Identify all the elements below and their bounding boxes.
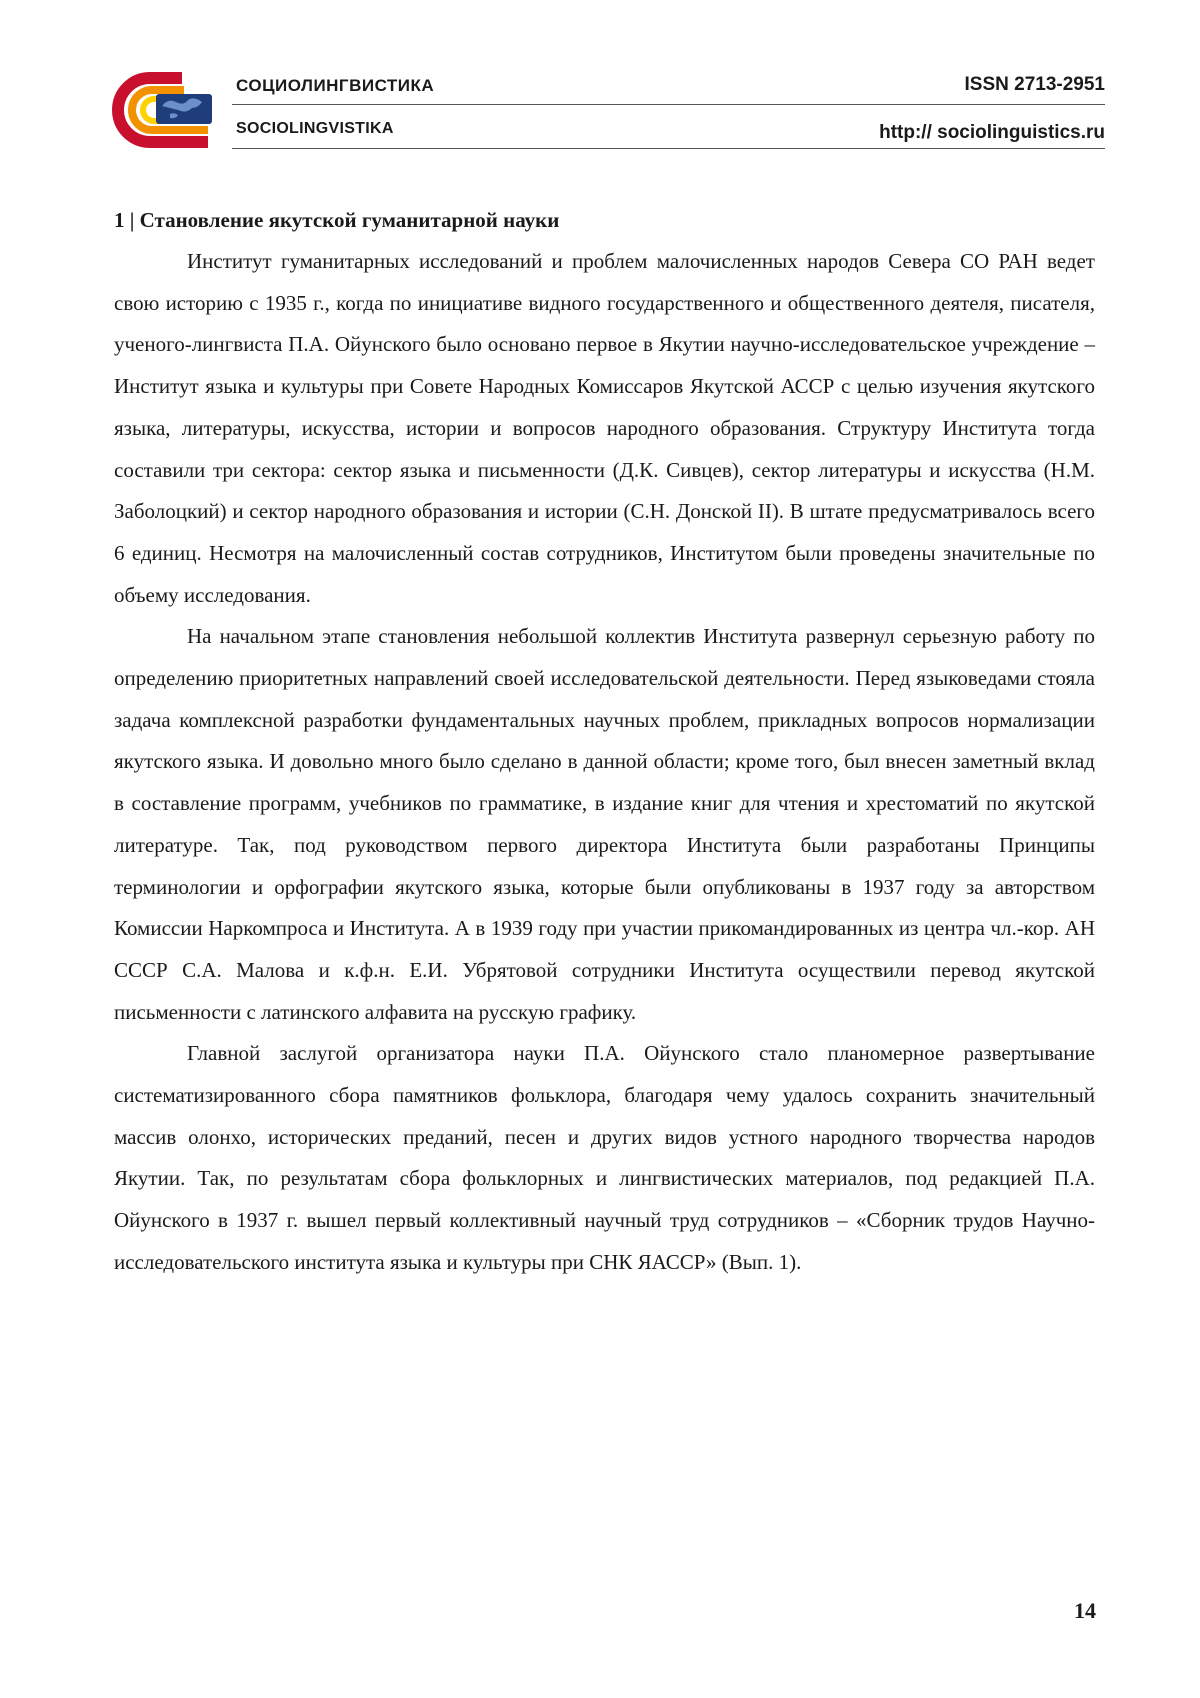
article-body: [114, 204, 1095, 1284]
header-rule-top: [232, 104, 1105, 105]
journal-url[interactable]: http:// sociolinguistics.ru: [879, 122, 1105, 143]
paragraph: На начальном этапе становления небольшой коллектив Института развернул серьезную работу по определению приоритетных направлений своей исследовательской деятельности. Перед языковедами стояла задача комплексной разработки фундаментальных научных проблем, прикладных вопросов нормализации якутского языка. И довольно много было сделано в данной области; кроме того, был внесен заметный вклад в составление программ, учебников по грамматике, в издание книг для чтения и хрестоматий по якутской литературе. Так, под руководством первого директора Института были разработаны Принципы терминологии и орфографии якутского языка, которые были опубликованы в 1937 году за авторством Комиссии Наркомпроса и Института. А в 1939 году при участии прикомандированных из центра чл.-кор. АН СССР С.А. Малова и к.ф.н. Е.И. Убрятовой сотрудники Института осуществили перевод якутской письменности с латинского алфавита на русскую графику.: [114, 624, 1095, 1024]
page-number: 14: [1074, 1598, 1096, 1623]
issn-label: ISSN 2713-2951: [964, 74, 1105, 95]
section-heading: 1 | Становление якутской гуманитарной науки: [114, 208, 560, 232]
page-header: [0, 0, 1200, 170]
journal-logo-icon: [112, 72, 222, 150]
journal-title-en: SOCIOLINGVISTIKA: [236, 120, 394, 137]
journal-title-ru: СОЦИОЛИНГВИСТИКА: [236, 76, 435, 95]
paragraph: Главной заслугой организатора науки П.А. Ойунского стало планомерное развертывание систематизированного сбора памятников фольклора, благодаря чему удалось сохранить значительный массив олонхо, исторических преданий, песен и других видов устного народного творчества народов Якутии. Так, по результатам сбора фольклорных и лингвистических материалов, под редакцией П.А. Ойунского в 1937 г. вышел первый коллективный научный труд сотрудников – «Сборник трудов Научно-исследовательского института языка и культуры при СНК ЯАССР» (Вып. 1).: [114, 1041, 1095, 1274]
header-rule-bottom: [232, 148, 1105, 149]
paragraph: Институт гуманитарных исследований и проблем малочисленных народов Севера СО РАН ведет свою историю с 1935 г., когда по инициативе видного государственного и общественного деятеля, писателя, ученого-лингвиста П.А. Ойунского было основано первое в Якутии научно-исследовательское учреждение – Институт языка и культуры при Совете Народных Комиссаров Якутской АССР с целью изучения якутского языка, литературы, искусства, истории и вопросов народного образования. Структуру Института тогда составили три сектора: сектор языка и письменности (Д.К. Сивцев), сектор литературы и искусства (Н.М. Заболоцкий) и сектор народного образования и истории (С.Н. Донской II). В штате предусматривалось всего 6 единиц. Несмотря на малочисленный состав сотрудников, Институтом были проведены значительные по объему исследования.: [114, 249, 1095, 607]
